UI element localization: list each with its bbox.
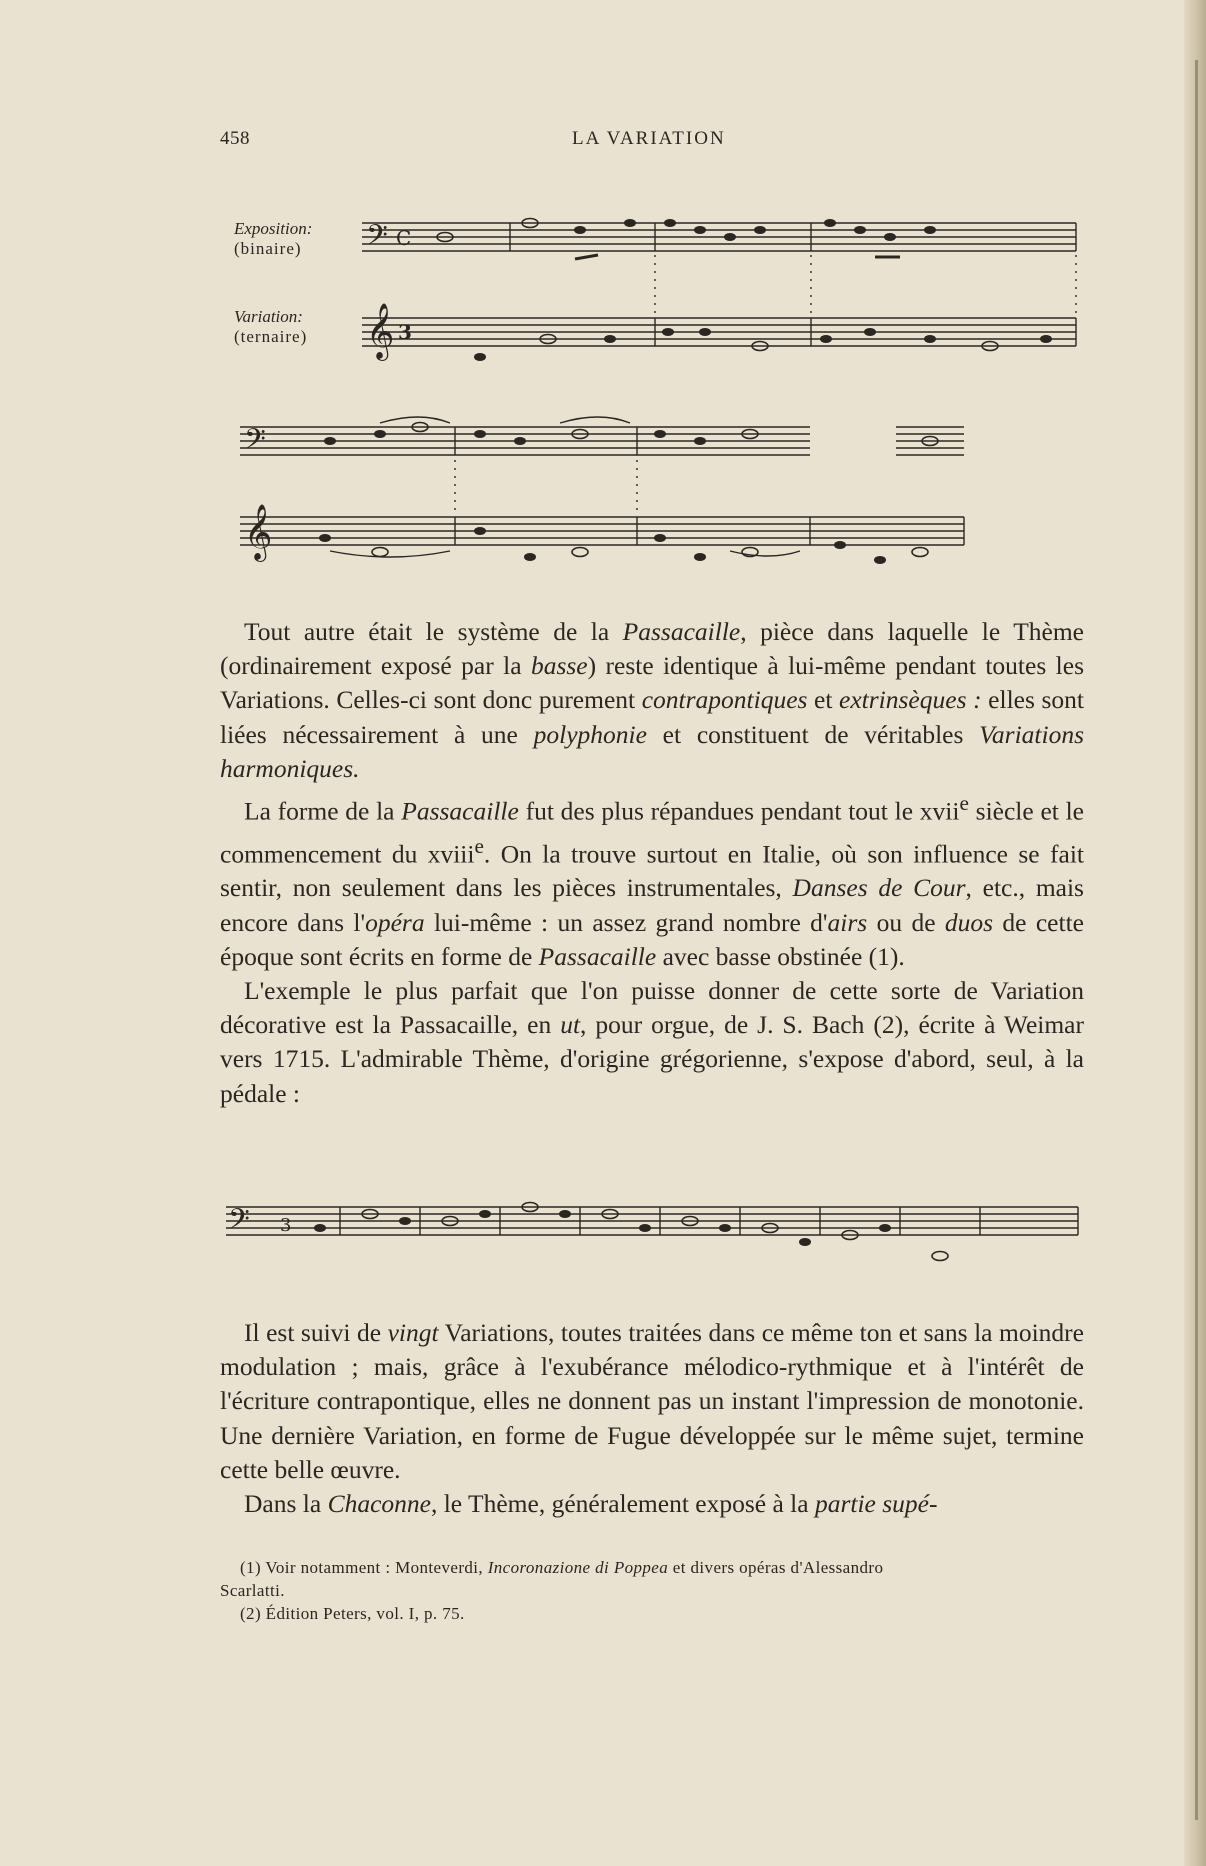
label-exposition: Exposition: (binaire) [234,219,313,258]
binding-shadow [1195,60,1198,1820]
svg-text:𝄢: 𝄢 [244,423,266,463]
body-text-bottom [220,1316,1084,1521]
paragraph-vingt-variations: Il est suivi de vingt Variations, toutes traitées dans ce même ton et sans la moindre modulation ; mais, grâce à l'exubérance mélodico-rythmique et à l'intérêt de l'écriture contrapontique, elles ne donnent pas un instant l'impression de monotonie. Une dernière Variation, en forme de Fugue développée sur le même sujet, termine cette belle œuvre. [220,1318,1084,1484]
page-number: 458 [220,128,250,149]
staff-system-2 [230,405,1090,590]
footnote-1-continued: Scarlatti. [220,1581,285,1600]
svg-text:𝄢: 𝄢 [366,219,388,259]
svg-text:𝄞: 𝄞 [244,504,273,560]
svg-text:3: 3 [280,1215,292,1236]
staff-system-1 [230,215,1090,380]
music-example-bach-theme [220,1185,1090,1275]
paragraph-exemple: L'exemple le plus parfait que l'on puisse donner de cette sorte de Variation décorative est la Passacaille, en ut, pour orgue, de J. S. Bach (2), écrite à Weimar vers 1715. L'admirable Thème, d'origine grégorienne, s'expose d'abord, seul, à la pédale : [220,976,1084,1108]
footnote-2: (2) Édition Peters, vol. I, p. 75. [240,1604,465,1623]
label-variation-sub: (ternaire) [234,327,308,346]
svg-text:3: 3 [398,320,412,344]
footnote-1: (1) Voir notamment : Monteverdi, Incoronazione di Poppea et divers opéras d'Alessandro [240,1558,884,1577]
paragraph-forme: La forme de la Passacaille fut des plus répandues pendant tout le xvii$^e$ siècle et le commencement du xviii$^e$. On la trouve surtout en Italie, où son influence se fait sentir, non seulement dans les pièces instrumentales, Danses de Cour, etc., mais encore dans l'opéra lui-même : un assez grand nombre d'airs ou de duos de cette époque sont écrits en forme de Passacaille avec basse obstinée (1). [220,791,1085,971]
body-text-top [220,615,1084,1111]
label-exposition-sub: (binaire) [234,239,302,258]
staff-system-3 [220,1185,1090,1275]
label-variation: Variation: (ternaire) [234,307,308,346]
svg-text:C: C [396,226,412,250]
paragraph-chaconne: Dans la Chaconne, le Thème, généralement exposé à la partie supé- [244,1489,938,1519]
footnotes [220,1556,1086,1625]
paragraph-passacaille: Tout autre était le système de la Passacaille, pièce dans laquelle le Thème (ordinairement exposé par la basse) reste identique à lui-même pendant toutes les Variations. Celles-ci sont donc purement contrapontiques et extrinsèques : elles sont liées nécessairement à une polyphonie et constituent de véritables Variations harmoniques. [220,617,1085,783]
running-head [220,128,1080,158]
music-example-continuation [230,405,1090,590]
svg-text:𝄢: 𝄢 [228,1203,250,1243]
running-title: LA VARIATION [572,128,726,149]
svg-text:𝄞: 𝄞 [366,303,395,359]
music-example-exposition-variation [230,215,1090,380]
